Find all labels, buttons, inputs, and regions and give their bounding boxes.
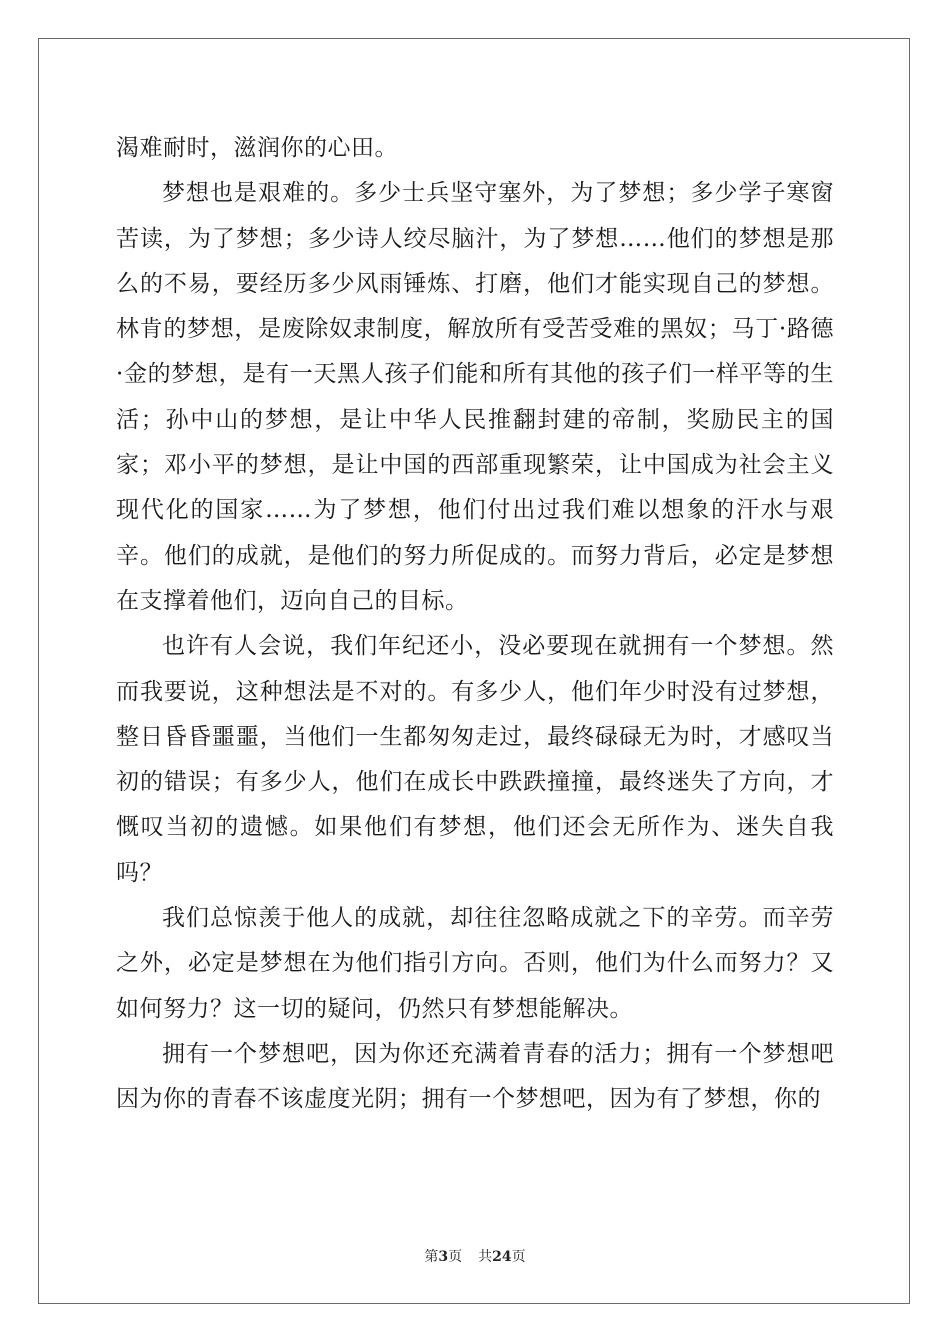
- paragraph-4: 我们总惊羡于他人的成就，却往往忽略成就之下的辛劳。而辛劳之外，必定是梦想在为他们指引方向。否则，他们为什么而努力？又如何努力？这一切的疑问，仍然只有梦想能解决。: [116, 905, 834, 1022]
- page-number: 第3页: [424, 1249, 463, 1265]
- paragraph-1: 渴难耐时，滋润你的心田。: [116, 135, 398, 161]
- paragraph-5: 拥有一个梦想吧，因为你还充满着青春的活力；拥有一个梦想吧因为你的青春不该虚度光阴；拥有一个梦想吧，因为有了梦想，你的: [116, 1040, 834, 1113]
- page-footer: [0, 1246, 950, 1266]
- page-total: 共24页: [478, 1249, 526, 1265]
- document-body: [116, 126, 834, 1123]
- paragraph-3: 也许有人会说，我们年纪还小，没必要现在就拥有一个梦想。然而我要说，这种想法是不对的。有多少人，他们年少时没有过梦想，整日昏昏噩噩，当他们一生都匆匆走过，最终碌碌无为时，才感叹当初的错误；有多少人，他们在成长中跌跌撞撞，最终迷失了方向，才慨叹当初的遗憾。如果他们有梦想，他们还会无所作为、迷失自我吗？: [116, 633, 834, 886]
- paragraph-2: 梦想也是艰难的。多少士兵坚守塞外，为了梦想；多少学子寒窗苦读，为了梦想；多少诗人绞尽脑汁，为了梦想……他们的梦想是那么的不易，要经历多少风雨锤炼、打磨，他们才能实现自己的梦想。林肯的梦想，是废除奴隶制度，解放所有受苦受难的黑奴；马丁·路德·金的梦想，是有一天黑人孩子们能和所有其他的孩子们一样平等的生活；孙中山的梦想，是让中华人民推翻封建的帝制，奖励民主的国家；邓小平的梦想，是让中国的西部重现繁荣，让中国成为社会主义现代化的国家……为了梦想，他们付出过我们难以想象的汗水与艰辛。他们的成就，是他们的努力所促成的。而努力背后，必定是梦想在支撑着他们，迈向自己的目标。: [116, 180, 834, 614]
